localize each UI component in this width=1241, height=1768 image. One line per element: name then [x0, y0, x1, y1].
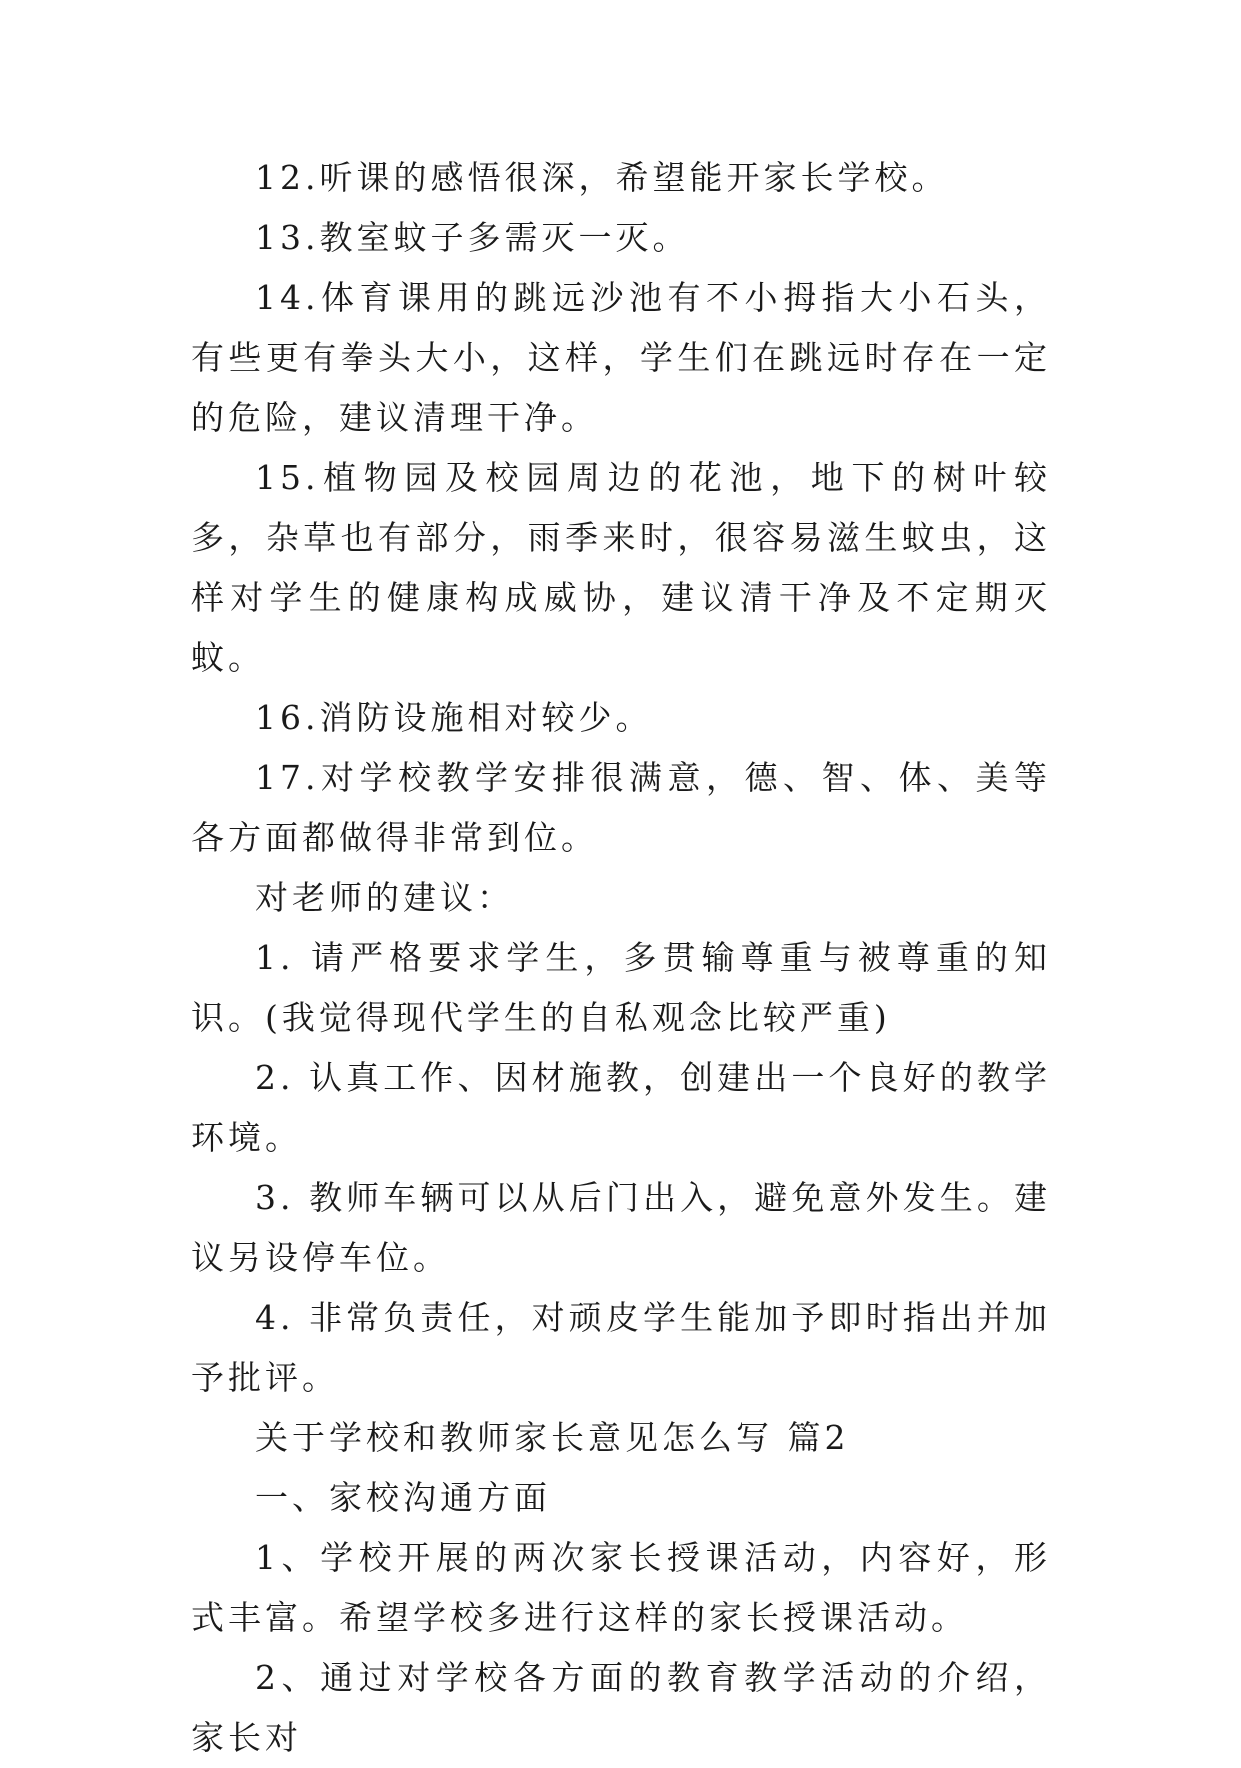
paragraph-item-14: 14.体育课用的跳远沙池有不小拇指大小石头，有些更有拳头大小，这样，学生们在跳远时存在一定的危险，建议清理干净。 — [191, 278, 1051, 437]
document-body — [191, 148, 1051, 1768]
paragraph-item-17: 17.对学校教学安排很满意，德、智、体、美等各方面都做得非常到位。 — [191, 758, 1051, 857]
communication-item-2: 2、通过对学校各方面的教育教学活动的介绍，家长对 — [191, 1658, 1051, 1757]
teacher-suggestion-2: 2. 认真工作、因材施教，创建出一个良好的教学环境。 — [191, 1058, 1051, 1157]
communication-item-1: 1、学校开展的两次家长授课活动，内容好，形式丰富。希望学校多进行这样的家长授课活动。 — [191, 1538, 1051, 1637]
paragraph-item-13: 13.教室蚊子多需灭一灭。 — [255, 218, 690, 257]
article-section-title: 关于学校和教师家长意见怎么写 篇2 — [255, 1418, 850, 1457]
teacher-suggestion-4: 4. 非常负责任，对顽皮学生能加予即时指出并加予批评。 — [191, 1298, 1051, 1397]
teacher-suggestions-heading: 对老师的建议： — [255, 878, 514, 917]
teacher-suggestion-1: 1. 请严格要求学生，多贯输尊重与被尊重的知识。(我觉得现代学生的自私观念比较严重) — [191, 938, 1051, 1037]
paragraph-item-15: 15.植物园及校园周边的花池，地下的树叶较多，杂草也有部分，雨季来时，很容易滋生蚊虫，这样对学生的健康构成威协，建议清干净及不定期灭蚊。 — [191, 458, 1051, 677]
paragraph-item-12: 12.听课的感悟很深，希望能开家长学校。 — [255, 158, 949, 197]
teacher-suggestion-3: 3. 教师车辆可以从后门出入，避免意外发生。建议另设停车位。 — [191, 1178, 1051, 1277]
section-heading-communication: 一、家校沟通方面 — [255, 1478, 551, 1517]
paragraph-item-16: 16.消防设施相对较少。 — [255, 698, 653, 737]
